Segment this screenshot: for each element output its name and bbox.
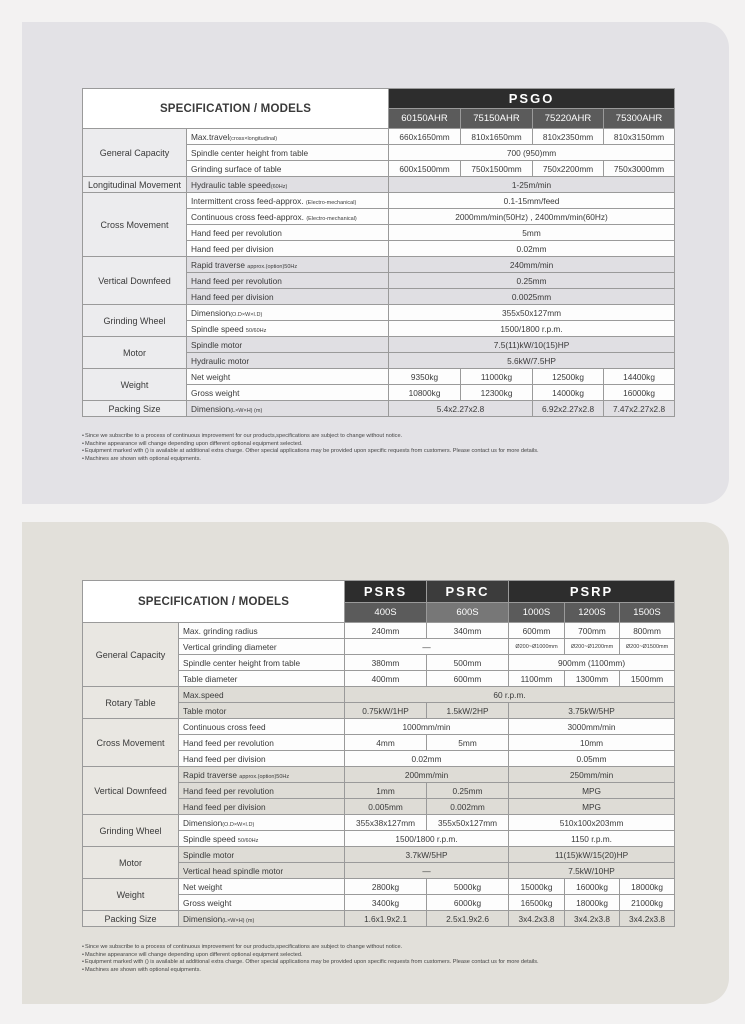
psgo-spec-table (82, 88, 675, 417)
feature-label: Spindle center height from table (187, 145, 389, 161)
spec-value: 0.0025mm (389, 289, 675, 305)
spec-value: 500mm (427, 655, 509, 671)
feature-label: Hydraulic motor (187, 353, 389, 369)
spec-value: 355x38x127mm (345, 815, 427, 831)
spec-value: 3x4.2x3.8 (509, 911, 565, 927)
feature-label: Max.speed (179, 687, 345, 703)
spec-value: 1300mm (565, 671, 620, 687)
spec-value: 1100mm (509, 671, 565, 687)
spec-value-dash: — (345, 639, 509, 655)
spec-value: 6000kg (427, 895, 509, 911)
spec-value: 15000kg (509, 879, 565, 895)
spec-value: 3400kg (345, 895, 427, 911)
spec-value: 0.25mm (389, 273, 675, 289)
spec-value: 355x50x127mm (389, 305, 675, 321)
feature-label: Intermittent cross feed-approx. (Electro-mechanical) (187, 193, 389, 209)
spec-value: 3000mm/min (509, 719, 675, 735)
category-longitudinal-movement: Longitudinal Movement (83, 177, 187, 193)
spec-value: 240mm/min (389, 257, 675, 273)
spec-value: 5mm (427, 735, 509, 751)
spec-value: 0.002mm (427, 799, 509, 815)
feature-label: Dimension(L×W×H) (m) (187, 401, 389, 417)
spec-value: 700mm (565, 623, 620, 639)
category-motor: Motor (83, 337, 187, 369)
model-header: 1500S (620, 603, 675, 623)
spec-value: 340mm (427, 623, 509, 639)
spec-value: 0.02mm (389, 241, 675, 257)
spec-value: 5.4x2.27x2.8 (389, 401, 533, 417)
spec-value: 1500/1800 r.p.m. (345, 831, 509, 847)
spec-value: 750x2200mm (533, 161, 604, 177)
feature-label: Table diameter (179, 671, 345, 687)
spec-value: 16500kg (509, 895, 565, 911)
category-packing-size: Packing Size (83, 911, 179, 927)
spec-value: 2800kg (345, 879, 427, 895)
feature-label: Gross weight (187, 385, 389, 401)
spec-value: MPG (509, 783, 675, 799)
feature-label: Grinding surface of table (187, 161, 389, 177)
spec-title: SPECIFICATION / MODELS (83, 89, 389, 129)
spec-value: MPG (509, 799, 675, 815)
feature-label: Max.travel(cross×longitudinal) (187, 129, 389, 145)
model-header: 1200S (565, 603, 620, 623)
feature-label: Table motor (179, 703, 345, 719)
feature-label: Vertical grinding diameter (179, 639, 345, 655)
spec-value: 250mm/min (509, 767, 675, 783)
feature-label: Spindle speed 50/60Hz (179, 831, 345, 847)
spec-value: 0.005mm (345, 799, 427, 815)
feature-label: Spindle motor (179, 847, 345, 863)
spec-value: 3.75kW/5HP (509, 703, 675, 719)
footnote: • Machine appearance will change depending upon different optional equipment selected. (82, 952, 682, 960)
spec-value: 510x100x203mm (509, 815, 675, 831)
footnotes-top (82, 433, 682, 463)
feature-label: Rapid traverse approx.(option)50Hz (179, 767, 345, 783)
category-vertical-downfeed: Vertical Downfeed (83, 767, 179, 815)
category-grinding-wheel: Grinding Wheel (83, 305, 187, 337)
spec-value: 7.5(11)kW/10(15)HP (389, 337, 675, 353)
spec-value: 1mm (345, 783, 427, 799)
feature-label: Rapid traverse approx.(option)50Hz (187, 257, 389, 273)
feature-label: Net weight (187, 369, 389, 385)
feature-label: Spindle center height from table (179, 655, 345, 671)
spec-value: 0.75kW/1HP (345, 703, 427, 719)
spec-value: 3x4.2x3.8 (565, 911, 620, 927)
model-header: 75150AHR (461, 109, 533, 129)
footnote: • Equipment marked with () is available at additional extra charge. Other special applications may be provided upon specific requests from customers. Please contact us for more details. (82, 959, 682, 967)
spec-value: 1.5kW/2HP (427, 703, 509, 719)
brand-psrc: PSRC (427, 581, 509, 603)
spec-value: 0.1-15mm/feed (389, 193, 675, 209)
feature-label: Hand feed per division (187, 289, 389, 305)
category-weight: Weight (83, 369, 187, 401)
spec-value: 11000kg (461, 369, 533, 385)
feature-label: Dimension(L×W×H) (m) (179, 911, 345, 927)
spec-value: 7.47x2.27x2.8 (604, 401, 675, 417)
spec-value: Ø200~Ø1500mm (620, 639, 675, 655)
brand-psrp: PSRP (509, 581, 675, 603)
footnote: • Machine appearance will change depending upon different optional equipment selected. (82, 441, 682, 449)
model-header: 75220AHR (533, 109, 604, 129)
feature-label: Dimension(O.D×W×I.D) (187, 305, 389, 321)
spec-value: 12500kg (533, 369, 604, 385)
spec-value: 12300kg (461, 385, 533, 401)
spec-value: 400mm (345, 671, 427, 687)
spec-value: 355x50x127mm (427, 815, 509, 831)
feature-label: Gross weight (179, 895, 345, 911)
brand-psrs: PSRS (345, 581, 427, 603)
spec-value: 9350kg (389, 369, 461, 385)
category-weight: Weight (83, 879, 179, 911)
spec-value: 5.6kW/7.5HP (389, 353, 675, 369)
spec-value: 16000kg (565, 879, 620, 895)
spec-value: 810x2350mm (533, 129, 604, 145)
category-packing-size: Packing Size (83, 401, 187, 417)
category-general-capacity: General Capacity (83, 129, 187, 177)
model-header: 75300AHR (604, 109, 675, 129)
spec-value: 21000kg (620, 895, 675, 911)
model-header: 400S (345, 603, 427, 623)
spec-value: 2.5x1.9x2.6 (427, 911, 509, 927)
spec-value: 7.5kW/10HP (509, 863, 675, 879)
category-motor: Motor (83, 847, 179, 879)
category-general-capacity: General Capacity (83, 623, 179, 687)
spec-value: 800mm (620, 623, 675, 639)
category-grinding-wheel: Grinding Wheel (83, 815, 179, 847)
spec-value: 1.6x1.9x2.1 (345, 911, 427, 927)
spec-value: 60 r.p.m. (345, 687, 675, 703)
spec-value: 18000kg (620, 879, 675, 895)
model-header: 600S (427, 603, 509, 623)
spec-value: 0.02mm (345, 751, 509, 767)
category-rotary-table: Rotary Table (83, 687, 179, 719)
feature-label: Hand feed per division (179, 751, 345, 767)
spec-value: 16000kg (604, 385, 675, 401)
category-vertical-downfeed: Vertical Downfeed (83, 257, 187, 305)
spec-value: 10800kg (389, 385, 461, 401)
spec-value: 11(15)kW/15(20)HP (509, 847, 675, 863)
spec-value: 0.25mm (427, 783, 509, 799)
spec-value: 1500mm (620, 671, 675, 687)
feature-label: Spindle motor (187, 337, 389, 353)
footnote: • Machines are shown with optional equipments. (82, 456, 682, 464)
spec-value: 18000kg (565, 895, 620, 911)
feature-label: Hand feed per revolution (187, 225, 389, 241)
feature-label: Hydraulic table speed(60Hz) (187, 177, 389, 193)
spec-value: 660x1650mm (389, 129, 461, 145)
spec-value: 2000mm/min(50Hz) , 2400mm/min(60Hz) (389, 209, 675, 225)
spec-value: 900mm (1100mm) (509, 655, 675, 671)
spec-value: 1150 r.p.m. (509, 831, 675, 847)
category-cross-movement: Cross Movement (83, 193, 187, 257)
footnote: • Since we subscribe to a process of continuous improvement for our products,specifications are subject to change without notice. (82, 944, 682, 952)
spec-value: 810x1650mm (461, 129, 533, 145)
feature-label: Vertical head spindle motor (179, 863, 345, 879)
feature-label: Continuous cross feed (179, 719, 345, 735)
brand-psgo: PSGO (389, 89, 675, 109)
footnote: • Equipment marked with () is available at additional extra charge. Other special applications may be provided upon specific requests from customers. Please contact us for more details. (82, 448, 682, 456)
psr-spec-table (82, 580, 675, 927)
feature-label: Net weight (179, 879, 345, 895)
spec-value: 1-25m/min (389, 177, 675, 193)
category-cross-movement: Cross Movement (83, 719, 179, 767)
model-header: 60150AHR (389, 109, 461, 129)
spec-value: 810x3150mm (604, 129, 675, 145)
spec-value: 3x4.2x3.8 (620, 911, 675, 927)
feature-label: Spindle speed 50/60Hz (187, 321, 389, 337)
spec-value: 1500/1800 r.p.m. (389, 321, 675, 337)
spec-value: 1000mm/min (345, 719, 509, 735)
feature-label: Hand feed per revolution (187, 273, 389, 289)
spec-value: 14000kg (533, 385, 604, 401)
spec-value: Ø200~Ø1000mm (509, 639, 565, 655)
model-header: 1000S (509, 603, 565, 623)
footnote: • Since we subscribe to a process of continuous improvement for our products,specifications are subject to change without notice. (82, 433, 682, 441)
spec-value: 600mm (509, 623, 565, 639)
feature-label: Hand feed per division (179, 799, 345, 815)
spec-value: 240mm (345, 623, 427, 639)
spec-value: 0.05mm (509, 751, 675, 767)
spec-value: 600mm (427, 671, 509, 687)
spec-value: 200mm/min (345, 767, 509, 783)
spec-title: SPECIFICATION / MODELS (83, 581, 345, 623)
spec-value-dash: — (345, 863, 509, 879)
feature-label: Max. grinding radius (179, 623, 345, 639)
spec-value: 6.92x2.27x2.8 (533, 401, 604, 417)
spec-value: 3.7kW/5HP (345, 847, 509, 863)
feature-label: Hand feed per revolution (179, 783, 345, 799)
spec-value: 5mm (389, 225, 675, 241)
spec-value: 5000kg (427, 879, 509, 895)
feature-label: Continuous cross feed-approx. (Electro-mechanical) (187, 209, 389, 225)
spec-value: 700 (950)mm (389, 145, 675, 161)
spec-value: 4mm (345, 735, 427, 751)
spec-value: 750x1500mm (461, 161, 533, 177)
spec-value: 750x3000mm (604, 161, 675, 177)
footnotes-bottom (82, 944, 682, 974)
footnote: • Machines are shown with optional equipments. (82, 967, 682, 975)
spec-value: 10mm (509, 735, 675, 751)
feature-label: Hand feed per revolution (179, 735, 345, 751)
spec-value: 14400kg (604, 369, 675, 385)
feature-label: Hand feed per division (187, 241, 389, 257)
feature-label: Dimension(O.D×W×I.D) (179, 815, 345, 831)
spec-value: 600x1500mm (389, 161, 461, 177)
spec-value: 380mm (345, 655, 427, 671)
spec-value: Ø200~Ø1200mm (565, 639, 620, 655)
